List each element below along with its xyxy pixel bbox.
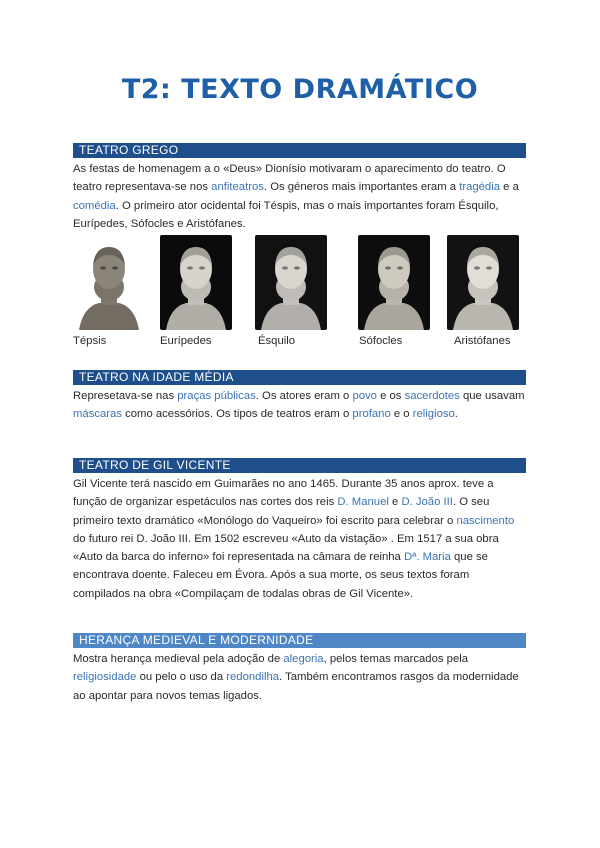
text-run: . <box>454 408 458 421</box>
text-run: Gil Vicente terá nascido em Guimarães no ano 1465. Durante 35 anos aprox. teve a função de organizar espetáculos nas cortes dos reis <box>73 478 494 509</box>
bust-caption: Aristófanes <box>454 335 511 347</box>
text-run: . Os géneros mais importantes eram a <box>263 181 460 194</box>
page-title: T2: TEXTO DRAMÁTICO <box>121 74 479 105</box>
text-run: que se encontrava doente. Faleceu em Évora. Após a sua morte, os seus textos foram compilados na obra «Compilaçam de todalas obras de Gil Vicente». <box>73 551 488 600</box>
text-run: e o <box>390 408 413 421</box>
bust-caption: Ésquilo <box>258 335 296 347</box>
highlighted-term: tragédia <box>459 181 501 194</box>
text-run: como acessórios. Os tipos de teatros eram o <box>121 408 353 421</box>
highlighted-term: comédia <box>73 199 116 212</box>
highlighted-term: Dª. Maria <box>403 551 451 564</box>
text-run: do futuro rei D. João III. Em 1502 escreveu «Auto da vistação» . Em 1517 a sua obra «Auto da barca do inferno» foi representada na câmara de reinha <box>73 532 499 564</box>
highlighted-term: sacerdotes <box>404 390 460 402</box>
highlighted-term: povo <box>352 390 377 402</box>
text-run: e a <box>500 181 519 194</box>
text-run: e <box>388 496 402 509</box>
bust-svg <box>358 235 430 330</box>
text-run: e os <box>376 390 405 402</box>
highlighted-term: anfiteatros <box>211 181 264 194</box>
highlighted-term: alegoria <box>283 653 324 665</box>
section-text-heranca <box>73 650 528 705</box>
bust-svg <box>73 235 145 330</box>
highlighted-term: D. João III <box>401 496 453 509</box>
section-text-gil-vicente <box>73 475 528 603</box>
bust-svg <box>255 235 327 330</box>
highlighted-term: praças públicas <box>177 390 256 402</box>
highlighted-term: religiosidade <box>73 671 137 684</box>
text-run: . O primeiro ator ocidental foi Téspis, mas o mais importantes foram Ésquilo, Eurípedes, Sófocles e Aristófanes. <box>73 199 499 230</box>
bust-caption: Tépsis <box>73 335 107 347</box>
text-run: As festas de homenagem a o «Deus» Dionísio motivaram o aparecimento do teatro. O teatro representava-se nos <box>73 163 506 194</box>
highlighted-term: D. Manuel <box>337 496 389 509</box>
section-text-idade-media <box>73 387 528 424</box>
text-run: ou pelo o uso da <box>136 671 227 684</box>
highlighted-term: redondilha <box>226 671 280 684</box>
bust-image-aristofanes <box>447 235 519 330</box>
highlighted-term: nascimento <box>456 514 515 527</box>
bust-image-euripedes <box>160 235 232 330</box>
section-heading-heranca: HERANÇA MEDIEVAL E MODERNIDADE <box>73 633 526 648</box>
text-run: , pelos temas marcados pela <box>323 653 469 665</box>
text-run: que usavam <box>459 390 525 402</box>
section-heading-teatro-grego: TEATRO GREGO <box>73 143 526 158</box>
text-run: Represetava-se nas <box>73 390 178 402</box>
bust-svg <box>447 235 519 330</box>
bust-image-tepsis <box>73 235 145 330</box>
section-text-teatro-grego <box>73 160 528 233</box>
highlighted-term: máscaras <box>73 408 122 421</box>
section-heading-gil-vicente: TEATRO DE GIL VICENTE <box>73 458 526 473</box>
highlighted-term: religioso <box>412 408 455 421</box>
text-run: . Também encontramos rasgos da modernidade ao apontar para novos temas ligados. <box>73 671 519 702</box>
bust-caption: Sófocles <box>359 335 403 347</box>
text-run: . Os atores eram o <box>255 390 353 402</box>
bust-caption: Eurípedes <box>160 335 212 347</box>
section-heading-idade-media: TEATRO NA IDADE MÉDIA <box>73 370 526 385</box>
text-run: Mostra herança medieval pela adoção de <box>73 653 284 665</box>
bust-svg <box>160 235 232 330</box>
text-run: . O seu primeiro texto dramático «Monólogo do Vaqueiro» foi escrito para celebrar o <box>73 496 490 527</box>
highlighted-term: profano <box>352 408 391 421</box>
bust-image-sofocles <box>358 235 430 330</box>
bust-image-esquilo <box>255 235 327 330</box>
